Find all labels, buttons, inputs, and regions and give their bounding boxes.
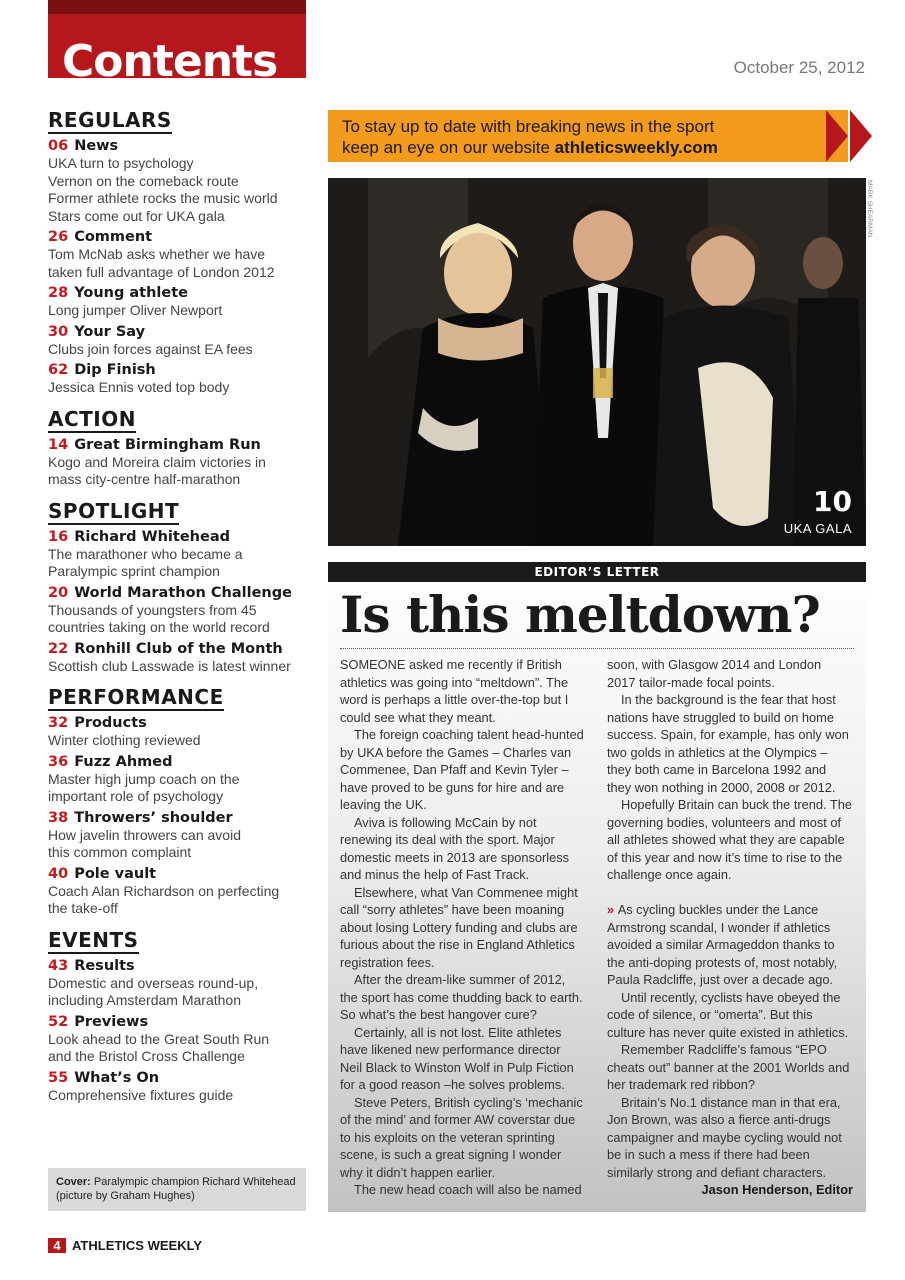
editorial-paragraph [340, 656, 586, 726]
toc-entry-heading [48, 137, 310, 155]
toc-entry-heading [48, 284, 310, 302]
editorial-paragraph [607, 796, 853, 884]
toc-entry-description: important role of psychology [48, 788, 224, 804]
toc-entry-title: Results [74, 957, 135, 974]
editorial-paragraph-text: The foreign coaching talent head-hunted by UKA before the Games – Charles van Commenee, Dan Pfaff and Kevin Tyler – have proved to be guns for hire and are leaving the UK. [340, 727, 584, 812]
cover-line2: (picture by Graham Hughes) [56, 1190, 195, 1202]
section-heading-regulars: REGULARS [48, 108, 172, 132]
photo-illustration [328, 178, 866, 546]
toc-entry[interactable] [48, 528, 310, 581]
toc-entry-description: Scottish club Lasswade is latest winner [48, 657, 291, 674]
toc-entry-description: the take-off [48, 900, 118, 916]
toc-entry-description: Paralympic sprint champion [48, 563, 220, 579]
toc-entry-description: UKA turn to psychology [48, 155, 194, 171]
toc-entry-title: Comment [74, 229, 153, 245]
toc-entry-title: Your Say [74, 323, 146, 340]
cover-label: Cover: [56, 1176, 91, 1188]
toc-entry-heading [48, 753, 310, 771]
toc-entry-description: taken full advantage of London 2012 [48, 263, 275, 280]
editorial-paragraph [340, 1094, 586, 1182]
uka-gala-photo [328, 178, 866, 546]
section-heading-spotlight: SPOTLIGHT [48, 498, 180, 523]
editorial-label: EDITOR’S LETTER [328, 562, 866, 582]
editor-signature: Jason Henderson, Editor [701, 1182, 853, 1197]
toc-entry-title: Throwers’ shoulder [74, 809, 233, 826]
chevron-right-icon [850, 110, 872, 162]
toc-entry[interactable] [48, 1069, 310, 1105]
divider [340, 648, 854, 649]
toc-page-number: 28 [48, 285, 69, 301]
editorial-paragraph [340, 971, 586, 1024]
editorial-paragraph [340, 884, 586, 972]
toc-entry-heading [48, 228, 310, 246]
toc-entry-description: Tom McNab asks whether we have [48, 246, 266, 262]
toc-entry-description: Stars come out for UKA gala [48, 207, 225, 224]
toc-entry-title: Previews [74, 1013, 149, 1030]
toc-entry-heading [48, 436, 310, 454]
editorial-paragraph-text: Until recently, cyclists have obeyed the code of silence, or “omerta”. But this culture has never quite existed in athletics. [607, 989, 849, 1040]
editorial-paragraph [607, 901, 853, 989]
toc-entry[interactable] [48, 640, 310, 676]
toc-entry-title: Pole vault [74, 865, 157, 882]
toc-entry-description: Domestic and overseas round-up, [48, 974, 259, 991]
toc-entry[interactable] [48, 809, 310, 862]
editorial-paragraph-text: The new head coach will also be named [354, 1182, 582, 1197]
toc-entry-heading [48, 584, 310, 602]
editorial-paragraph [607, 1041, 853, 1094]
toc-page-number: 40 [48, 865, 69, 882]
toc-entry-description: countries taking on the world record [48, 619, 270, 635]
toc-page-number: 38 [48, 809, 69, 826]
toc-entry-title: Great Birmingham Run [74, 436, 261, 453]
toc-entry-description: and the Bristol Cross Challenge [48, 1048, 245, 1064]
toc-page-number: 14 [48, 436, 69, 453]
editorial-paragraph-text: As cycling buckles under the Lance Armstrong scandal, I wonder if athletics avoided a similar Armageddon thanks to the anti-doping protests of, most notably, Paula Radcliffe, just over a decade ago. [607, 902, 838, 987]
editorial-paragraph [607, 656, 853, 691]
toc-entry-heading [48, 361, 310, 379]
editorial-column-1 [340, 656, 586, 1199]
toc-entry[interactable] [48, 865, 310, 918]
editorial-paragraph [607, 989, 853, 1042]
section-heading-action: ACTION [48, 406, 136, 431]
toc-entry-description: Jessica Ennis voted top body [48, 379, 230, 395]
table-of-contents [48, 104, 310, 1110]
toc-entry-description: Thousands of youngsters from 45 [48, 601, 257, 618]
banner-text [342, 116, 842, 158]
toc-entry[interactable] [48, 714, 310, 750]
toc-entry-description: Long jumper Oliver Newport [48, 302, 223, 318]
section-heading-performance: PERFORMANCE [48, 685, 224, 709]
page-footer [48, 1238, 202, 1253]
editorial-paragraph-text: Remember Radcliffe’s famous “EPO cheats out” banner at the 2001 Worlds and her trademark red ribbon? [607, 1042, 850, 1092]
toc-entry[interactable] [48, 957, 310, 1010]
toc-entry[interactable] [48, 284, 310, 320]
editorial-paragraph [340, 726, 586, 814]
cover-caption [48, 1168, 306, 1211]
editorial-paragraph-text: After the dream-like summer of 2012, the sport has come thudding back to earth. So what’s the best hangover cure? [340, 972, 583, 1022]
toc-entry[interactable] [48, 1013, 310, 1066]
toc-entry-description: Comprehensive fixtures guide [48, 1086, 234, 1103]
toc-entry-description: Master high jump coach on the [48, 770, 240, 787]
toc-page-number: 43 [48, 957, 69, 974]
toc-entry-heading [48, 528, 310, 546]
website-link[interactable]: athleticsweekly.com [554, 138, 718, 157]
toc-entry-title: Fuzz Ahmed [74, 753, 173, 770]
editorial-paragraph-text: Britain’s No.1 distance man in that era, Jon Brown, was also a fierce anti-drugs campaigner and maybe cycling would not be in such a mess if there had been similarly strong and defiant characters. [607, 1094, 842, 1180]
section-heading-events: EVENTS [48, 927, 139, 952]
toc-entry-heading [48, 1013, 310, 1031]
toc-entry-description: Kogo and Moreira claim victories in [48, 453, 266, 470]
toc-page-number: 22 [48, 640, 69, 657]
toc-entry-heading [48, 957, 310, 975]
editorial-paragraph [340, 1181, 586, 1199]
toc-entry-description: Coach Alan Richardson on perfecting [48, 882, 280, 899]
toc-entry-description: The marathoner who became a [48, 545, 243, 562]
editorial-paragraph-text: soon, with Glasgow 2014 and London 2017 tailor-made focal points. [607, 657, 822, 690]
toc-entry[interactable] [48, 323, 310, 359]
photo-caption: UKA GALA [783, 521, 852, 536]
toc-entry-description: mass city-centre half-marathon [48, 471, 241, 487]
toc-entry-description: How javelin throwers can avoid [48, 826, 241, 843]
banner-line2-prefix: keep an eye on our website [342, 138, 555, 157]
editorial-paragraph [607, 691, 853, 796]
toc-entry-heading [48, 809, 310, 827]
toc-entry-title: Ronhill Club of the Month [74, 640, 283, 657]
toc-page-number: 16 [48, 528, 69, 545]
toc-entry-heading [48, 323, 310, 341]
toc-entry-description: this common complaint [48, 844, 192, 860]
toc-entry[interactable] [48, 584, 310, 637]
editorial-column-2 [607, 656, 853, 1199]
issue-date: October 25, 2012 [733, 58, 865, 77]
toc-page-number: 20 [48, 584, 69, 601]
toc-entry[interactable] [48, 753, 310, 806]
toc-entry-description: Vernon on the comeback route [48, 172, 239, 189]
header-bar-stripe [48, 0, 306, 14]
banner-line1: To stay up to date with breaking news in the sport [342, 117, 715, 136]
toc-page-number: 55 [48, 1069, 69, 1086]
editorial-title: Is this meltdown? [340, 585, 820, 644]
toc-entry-title: What’s On [74, 1069, 160, 1086]
toc-entry[interactable] [48, 436, 310, 489]
toc-entry-heading [48, 865, 310, 883]
toc-entry[interactable] [48, 361, 310, 397]
chevron-right-icon: » [607, 902, 618, 917]
toc-page-number: 30 [48, 323, 69, 340]
editorial-paragraph-text: Hopefully Britain can buck the trend. The governing bodies, volunteers and most of all athletes showed what they are capable of this year and now it’s time to rise to the challenge once again. [607, 797, 852, 882]
toc-entry-title: Products [74, 715, 147, 731]
toc-entry-heading [48, 714, 310, 732]
editorial-paragraph-text: In the background is the fear that host nations have struggled to build on home success. Spain, for example, has only won two golds in athletics at the Olympics – they both came in Barcelona 1992 and they won nothing in 2000, 2008 or 2012. [607, 692, 849, 795]
photo-credit: MARK SHEARMAN [866, 180, 873, 238]
toc-entry[interactable] [48, 228, 310, 281]
toc-entry-description: Clubs join forces against EA fees [48, 340, 253, 357]
toc-entry-heading [48, 640, 310, 658]
toc-entry-description: Look ahead to the Great South Run [48, 1030, 270, 1047]
toc-entry-description: including Amsterdam Marathon [48, 992, 241, 1008]
editorial-paragraph-text: SOMEONE asked me recently if British athletics was going into “meltdown”. The word is perhaps a little over-the-top but I could see what they meant. [340, 657, 569, 725]
toc-entry-description: Former athlete rocks the music world [48, 190, 278, 206]
editorial-paragraph [340, 814, 586, 884]
toc-entry-title: World Marathon Challenge [74, 584, 292, 601]
toc-entry-title: Dip Finish [74, 362, 156, 378]
editorial-paragraph-text: Steve Peters, British cycling’s ‘mechanic of the mind’ and former AW coverstar due to his exploits on the veteran sprinting scene, is such a great signing I wonder why it didn’t happen earlier. [340, 1094, 583, 1180]
photo-page-number: 10 [813, 485, 852, 518]
toc-page-number: 06 [48, 138, 69, 154]
editorial-paragraph-text: Elsewhere, what Van Commenee might call “sorry athletes” have been moaning about losing Lottery funding and clubs are furious about the rise in England Athletics registration fees. [340, 884, 578, 970]
toc-entry-title: Young athlete [74, 285, 188, 301]
toc-entry-title: Richard Whitehead [74, 528, 230, 545]
page-title: Contents [62, 36, 278, 78]
toc-entry-heading [48, 1069, 310, 1087]
editorial-paragraph [607, 1094, 853, 1182]
toc-entry[interactable] [48, 137, 310, 225]
toc-page-number: 26 [48, 229, 69, 245]
toc-page-number: 36 [48, 753, 69, 770]
editorial-paragraph-text: Certainly, all is not lost. Elite athletes have likened new performance director Neil Black to Winston Wolf in Pulp Fiction for a good reason –he solves problems. [340, 1024, 574, 1092]
toc-page-number: 52 [48, 1013, 69, 1030]
editorial-paragraph [340, 1024, 586, 1094]
editorial-paragraph-text: Aviva is following McCain by not renewing its deal with the sport. Major domestic meets in 2013 are sponsorless and minus the help of Fast Track. [340, 814, 570, 882]
toc-entry-title: News [74, 138, 119, 154]
magazine-name: ATHLETICS WEEKLY [72, 1238, 203, 1253]
toc-page-number: 62 [48, 362, 69, 378]
toc-page-number: 32 [48, 715, 69, 731]
page-number: 4 [48, 1238, 66, 1253]
toc-entry-description: Winter clothing reviewed [48, 732, 201, 748]
cover-line1: Paralympic champion Richard Whitehead [90, 1176, 296, 1188]
